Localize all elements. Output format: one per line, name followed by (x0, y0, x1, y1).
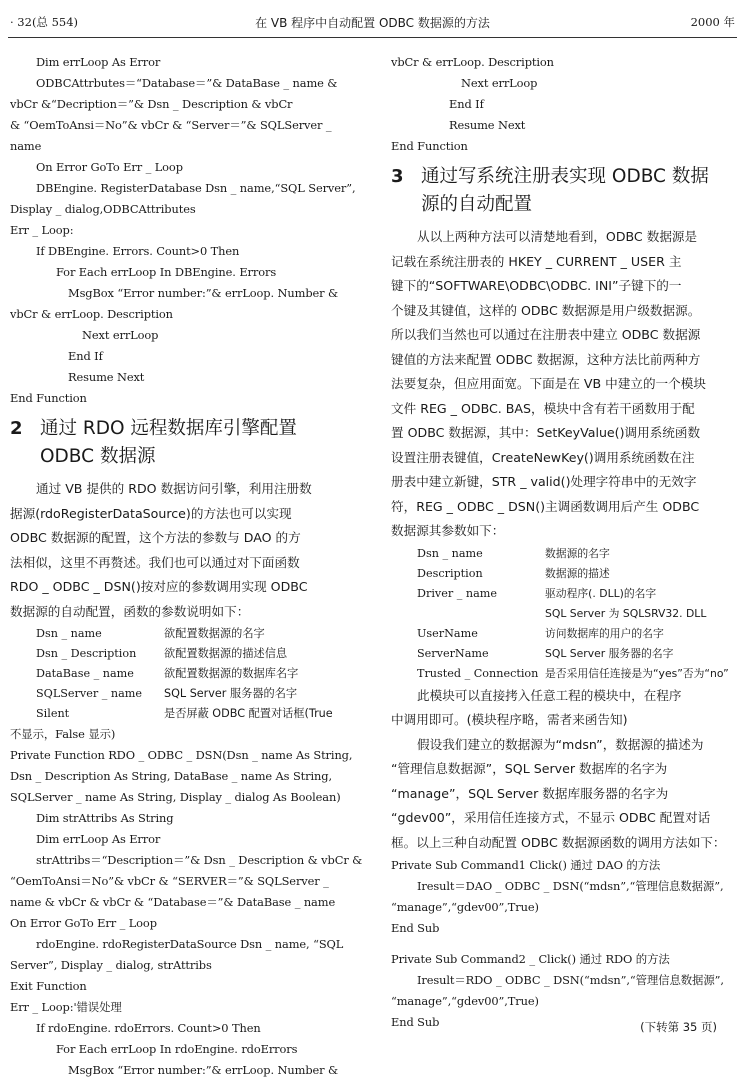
code-line: vbCr & errLoop. Description (10, 307, 173, 321)
code-line: Dsn _ Description As String, DataBase _ name As String, (10, 769, 332, 783)
parameter-name: Silent (36, 707, 70, 720)
code-line: Server”, Display _ dialog, strAttribs (10, 958, 212, 972)
header-year: 2000 年 (690, 15, 735, 29)
code-line: Private Sub Command1 Click() 通过 DAO 的方法 (391, 858, 661, 872)
code-block (10, 724, 362, 1081)
parameter-name: Dsn _ name (417, 546, 483, 560)
paragraph-line: 键下的“SOFTWARE\ODBC\ODBC. INI”子键下的一 (391, 278, 682, 293)
code-block (391, 52, 741, 157)
code-line: On Error GoTo Err _ Loop (10, 916, 157, 930)
paragraph-line: “gdev00”，采用信任连接方式，不显示 ODBC 配置对话 (391, 810, 711, 825)
paragraph-line: 框。以上三种自动配置 ODBC 数据源函数的调用方法如下： (391, 834, 726, 850)
body-paragraph (391, 225, 741, 544)
parameter-row (391, 644, 741, 664)
parameter-name: ServerName (417, 646, 489, 660)
paragraph-line: RDO _ ODBC _ DSN()按对应的参数调用实现 ODBC (10, 579, 308, 594)
body-paragraph (10, 477, 362, 624)
code-line: Next errLoop (82, 328, 159, 342)
parameter-row (391, 664, 741, 684)
paragraph-line: “管理信息数据源”，SQL Server 数据库的名字为 (391, 761, 668, 776)
code-line: End Function (391, 139, 468, 153)
code-line: Err _ Loop:'错误处理 (10, 1000, 122, 1014)
parameter-description: 数据源的名字 (545, 546, 610, 560)
code-line: For Each errLoop In rdoEngine. rdoErrors (56, 1042, 298, 1056)
code-block (391, 855, 741, 939)
parameter-row (391, 564, 741, 584)
code-line: If rdoEngine. rdoErrors. Count>0 Then (36, 1021, 261, 1035)
parameter-description: 数据源的描述 (545, 566, 610, 580)
parameter-description: 是否采用信任连接是为“yes”否为“no” (545, 666, 729, 680)
parameter-name: Dsn _ Description (36, 647, 137, 660)
code-line: On Error GoTo Err _ Loop (36, 160, 183, 174)
parameter-description: 欲配置数据源的描述信息 (164, 647, 288, 660)
parameter-list (391, 544, 741, 684)
code-line: Display _ dialog,ODBCAttributes (10, 202, 196, 216)
continuation-note: (下转第 35 页) (640, 1020, 717, 1034)
parameter-name: Driver _ name (417, 586, 497, 600)
paragraph-line: 设置注册表键值，CreateNewKey()调用系统函数在注 (391, 449, 695, 465)
parameter-name: SQLServer _ name (36, 687, 142, 700)
code-line: Dim strAttribs As String (36, 811, 174, 825)
parameter-row (391, 624, 741, 644)
code-line: DBEngine. RegisterDatabase Dsn _ name,“SQL Server”, (36, 181, 356, 195)
paragraph-line: 法相似，这里不再赘述。我们也可以通过对下面函数 (10, 554, 300, 570)
page-number: · 32(总 554) (10, 15, 79, 29)
parameter-description: 驱动程序(. DLL)的名字 (545, 586, 657, 600)
paragraph-line: ODBC 数据源的配置，这个方法的参数与 DAO 的方 (10, 530, 301, 545)
code-block (10, 52, 362, 409)
section-title (421, 163, 741, 219)
section-title-line: ODBC 数据源 (40, 446, 156, 467)
code-line: End If (449, 97, 484, 111)
code-line: & “OemToAnsi＝No”& vbCr & “Server＝”& SQLServer _ (10, 118, 332, 132)
code-line: SQLServer _ name As String, Display _ dialog As Boolean) (10, 790, 341, 804)
code-line: Exit Function (10, 979, 87, 993)
paragraph-line: 置 ODBC 数据源，其中：SetKeyValue()调用系统函数 (391, 425, 701, 440)
section-number: 3 (391, 166, 404, 187)
paragraph-line: 符，REG _ ODBC _ DSN()主调函数调用后产生 ODBC (391, 498, 700, 514)
code-line: Resume Next (449, 118, 526, 132)
code-line: name & vbCr & vbCr & “Database＝”& DataBase _ name (10, 895, 336, 909)
parameter-row (10, 624, 362, 644)
code-line: For Each errLoop In DBEngine. Errors (56, 265, 277, 279)
parameter-description: 是否屏蔽 ODBC 配置对话框(True (164, 707, 333, 720)
paragraph-line: 通过 VB 提供的 RDO 数据访问引擎，利用注册数 (36, 481, 312, 496)
section-heading (391, 163, 741, 219)
right-column (391, 52, 741, 1033)
parameter-description: SQL Server 为 SQLSRV32. DLL (545, 606, 707, 620)
paragraph-line: 册表中建立新键，STR _ valid()处理字符串中的无效字 (391, 474, 697, 489)
parameter-row (10, 684, 362, 704)
code-line: Next errLoop (461, 76, 538, 90)
paragraph-line: 键值的方法来配置 ODBC 数据源，这种方法比前两种方 (391, 351, 701, 367)
code-line: End Sub (391, 1015, 440, 1029)
code-line: If DBEngine. Errors. Count>0 Then (36, 244, 240, 258)
code-line: Iresult＝RDO _ ODBC _ DSN(“mdsn”,“管理信息数据源”, (417, 973, 724, 987)
paragraph-line: 个键及其键值，这样的 ODBC 数据源是用户级数据源。 (391, 302, 701, 318)
paragraph-line: 中调用即可。(模块程序略，需者来函告知) (391, 712, 628, 727)
parameter-row (391, 584, 741, 604)
code-line: MsgBox “Error number:”& errLoop. Number & (68, 1063, 339, 1077)
running-title: 在 VB 程序中自动配置 ODBC 数据源的方法 (255, 16, 490, 30)
code-line: “manage”,“gdev00”,True) (391, 900, 539, 914)
code-line: strAttribs＝“Description＝”& Dsn _ Description & vbCr & (36, 853, 362, 867)
parameter-name: UserName (417, 626, 478, 640)
code-line: End If (68, 349, 103, 363)
section-title (40, 415, 362, 471)
left-column (10, 52, 362, 1081)
parameter-name: Trusted _ Connection (417, 666, 539, 680)
parameter-row (10, 664, 362, 684)
page-header (10, 14, 735, 32)
section-title-line: 源的自动配置 (421, 194, 533, 215)
code-line: Resume Next (68, 370, 145, 384)
paragraph-line: 所以我们当然也可以通过在注册表中建立 ODBC 数据源 (391, 327, 701, 342)
code-line: 不显示，False 显示) (10, 727, 116, 741)
code-line: Private Sub Command2 _ Click() 通过 RDO 的方法 (391, 952, 670, 966)
header-rule (8, 37, 737, 38)
code-line: vbCr &“Decription＝”& Dsn _ Description & vbCr (10, 97, 293, 111)
section-title-line: 通过 RDO 远程数据库引擎配置 (40, 418, 297, 439)
parameter-description: 欲配置数据源的数据库名字 (164, 667, 299, 680)
paragraph-line: 法要复杂，但应用面宽。下面是在 VB 中建立的一个模块 (391, 376, 706, 391)
code-line: Dim errLoop As Error (36, 832, 161, 846)
parameter-name: DataBase _ name (36, 667, 134, 680)
paragraph-line: 假设我们建立的数据源为“mdsn”，数据源的描述为 (417, 736, 704, 752)
paragraph-line: 此模块可以直接拷入任意工程的模块中，在程序 (417, 687, 682, 703)
parameter-description: SQL Server 服务器的名字 (545, 646, 674, 660)
section-number: 2 (10, 418, 23, 439)
body-paragraph (391, 684, 741, 856)
code-line: ODBCAttrbutes＝“Database＝”& DataBase _ name & (36, 76, 338, 90)
parameter-name: Description (417, 566, 483, 580)
code-line: Dim errLoop As Error (36, 55, 161, 69)
parameter-row (10, 644, 362, 664)
code-line: rdoEngine. rdoRegisterDataSource Dsn _ name, “SQL (36, 937, 344, 951)
parameter-description: 欲配置数据源的名字 (164, 627, 265, 640)
code-line: Iresult＝DAO _ ODBC _ DSN(“mdsn”,“管理信息数据源”, (417, 879, 724, 893)
code-line: “OemToAnsi＝No”& vbCr & “SERVER＝”& SQLServer _ (10, 874, 329, 888)
code-line: End Function (10, 391, 87, 405)
paragraph-line: 数据源其参数如下： (391, 523, 505, 538)
paragraph-line: 数据源的自动配置，函数的参数说明如下： (10, 603, 250, 619)
code-line: vbCr & errLoop. Description (391, 55, 554, 69)
parameter-name (391, 604, 545, 624)
parameter-description: 访问数据库的用户的名字 (545, 626, 664, 640)
section-title-line: 通过写系统注册表实现 ODBC 数据 (421, 166, 709, 187)
section-heading (10, 415, 362, 471)
code-line: “manage”,“gdev00”,True) (391, 994, 539, 1008)
paragraph-line: 据源(rdoRegisterDataSource)的方法也可以实现 (10, 505, 292, 521)
parameter-description: SQL Server 服务器的名字 (164, 687, 298, 700)
parameter-row (391, 544, 741, 564)
code-line: MsgBox “Error number:”& errLoop. Number & (68, 286, 339, 300)
code-line: name (10, 139, 42, 153)
code-line: End Sub (391, 921, 440, 935)
parameter-name: Dsn _ name (36, 627, 102, 640)
paragraph-line: 记载在系统注册表的 HKEY _ CURRENT _ USER 主 (391, 253, 682, 269)
parameter-list (10, 624, 362, 724)
paragraph-line: “manage”，SQL Server 数据库服务器的名字为 (391, 785, 669, 801)
paragraph-line: 文件 REG _ ODBC. BAS，模块中含有若干函数用于配 (391, 400, 695, 416)
paragraph-line: 从以上两种方法可以清楚地看到，ODBC 数据源是 (417, 229, 698, 244)
parameter-row (391, 604, 741, 624)
parameter-row (10, 704, 362, 724)
code-line: Private Function RDO _ ODBC _ DSN(Dsn _ name As String, (10, 748, 353, 762)
code-line: Err _ Loop: (10, 223, 74, 237)
